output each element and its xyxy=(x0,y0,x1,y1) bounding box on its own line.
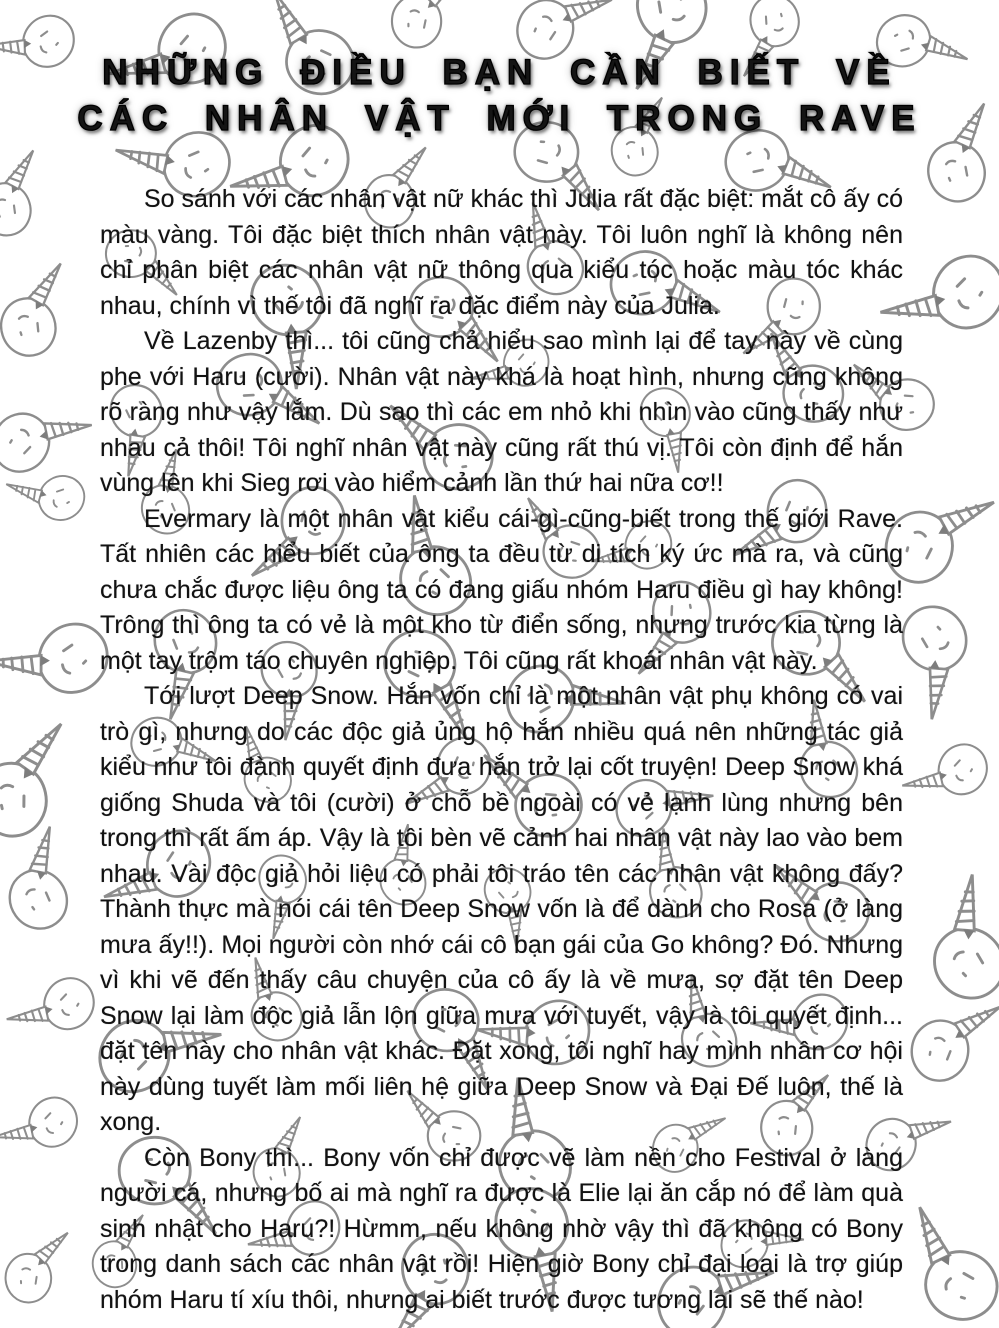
paragraph-julia: So sánh với các nhân vật nữ khác thì Julia rất đặc biệt: mắt cô ấy có màu vàng. Tôi đặc biệt thích nhân vật này. Tôi luôn nghĩ là không nên chỉ phân biệt các nhân vật nữ thông qua kiểu tóc hoặc màu tóc khác nhau, chính vì thế tôi đã nghĩ ra đặc điểm này của Julia. xyxy=(100,185,903,320)
page-title-line-1: NHỮNG ĐIỀU BẠN CẦN BIẾT VỀ xyxy=(102,53,897,92)
paragraph-evermary: Evermary là một nhân vật kiểu cái-gì-cũng-biết trong thế giới Rave. Tất nhiên các hiểu biết của ông ta đều từ di tích ký ức mà ra, và cũng chưa chắc được liệu ông ta có đang giấu nhóm Haru điều gì hay không! Trông thì ông ta có vẻ là một kho từ điển sống, nhưng trước kia từng là một tay trộm táo chuyên nghiệp. Tôi cũng rất khoái nhân vật này. xyxy=(100,504,903,675)
paragraph-lazenby: Về Lazenby thì... tôi cũng chả hiểu sao mình lại để tay này về cùng phe với Haru (cười). Nhân vật này khá là hoạt hình, nhưng cũng không rõ ràng như vậy lắm. Dù sao thì các em nhỏ khi nhìn vào cũng thấy như nhau cả thôi! Tôi nghĩ nhân vật này cũng rất thú vị. Tôi còn định để hắn vùng lên khi Sieg rơi vào hiểm cảnh lần thứ hai nữa cơ!! xyxy=(100,327,903,498)
paragraph-deep-snow: Tới lượt Deep Snow. Hắn vốn chỉ là một nhân vật phụ không có vai trò gì, nhưng do các độc giả ủng hộ hắn nhiều quá nên những tác giả kiểu như tôi đành quyết định đưa hắn trở lại cốt truyện! Deep Snow khá giống Shuda và tôi (cười) ở chỗ bề ngoài có vẻ lạnh lùng nhưng bên trong thì rất ấm áp. Vậy là tôi bèn vẽ cảnh hai nhân vật này lao vào bem nhau. Vài độc giả hỏi liệu có phải tôi tráo tên các nhân vật không đấy? Thành thực mà nói cái tên Deep Snow vốn là để dành cho Rosa (ở làng mưa ấy!!). Mọi người còn nhớ cái cô bạn gái của Go không? Đó. Nhưng vì khi vẽ đến thấy câu chuyện của cô ấy là về mưa, sợ đặt tên Deep Snow lại làm độc giả lẫn lộn giữa mưa với tuyết, vậy là tôi quyết định... đặt tên này cho nhân vật khác. Đặt xong, tôi nghĩ hay mình nhân cơ hội này dùng tuyết làm mối liên hệ giữa Deep Snow và Đại Đế luôn, thế là xong. xyxy=(100,682,903,1137)
body-text xyxy=(0,182,999,1318)
paragraph-bony: Còn Bony thì... Bony vốn chỉ được vẽ làm nền cho Festival ở làng người cá, nhưng bố ai mà nghĩ ra được là Elie lại ăn cắp nó để làm quà sinh nhật cho Haru?! Hừmm, nếu không nhờ vậy thì đã không có Bony trong danh sách các nhân vật rồi! Hiện giờ Bony chỉ đại loại là trợ giúp nhóm Haru tí xíu thôi, nhưng ai biết trước được tương lai sẽ thế nào! xyxy=(100,1143,903,1314)
page-title xyxy=(0,0,999,142)
page-title-line-2: CÁC NHÂN VẬT MỚI TRONG RAVE xyxy=(77,99,922,139)
